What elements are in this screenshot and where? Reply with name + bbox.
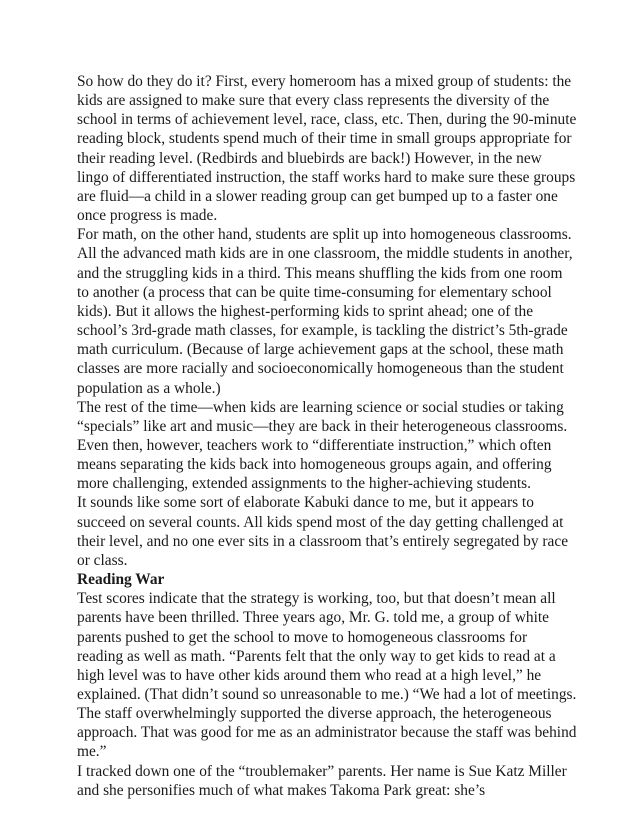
paragraph-troublemaker-parent: I tracked down one of the “troublemaker” parents. Her name is Sue Katz Miller and she personifies much of what makes Takoma Park great: she’s [77,762,567,799]
paragraph-math-grouping: For math, on the other hand, students are split up into homogeneous classrooms. All the advanced math kids are in one classroom, the middle students in another, and the struggling kids in a third. This means shuffling the kids from one room to another (a process that can be quite time-consuming for elementary school kids). But it allows the highest-performing kids to sprint ahead; one of the school’s 3rd-grade math classes, for example, is tackling the district’s 5th-grade math curriculum. (Because of large achievement gaps at the school, these math classes are more racially and socioeconomically homogeneous than the student population as a whole.) [77,226,573,397]
paragraph-test-scores: Test scores indicate that the strategy is working, too, but that doesn’t mean all parents have been thrilled. Three years ago, Mr. G. told me, a group of white parents pushed to get the school to move to homogeneous classrooms for reading as well as math. “Parents felt that the only way to get kids to read at a high level was to have other kids around them who read at a high level,” he explained. (That didn’t sound so unreasonable to me.) “We had a lot of meetings. The staff overwhelmingly supported the diverse approach, the heterogeneous approach. That was good for me as an administrator because the staff was behind me.” [77,590,577,761]
article-body [77,72,577,800]
paragraph-rest-of-time: The rest of the time—when kids are learning science or social studies or taking “specials” like art and music—they are back in their heterogeneous classrooms. Even then, however, teachers work to “differentiate instruction,” which often means separating the kids back into homogeneous groups again, and offering more challenging, extended assignments to the higher-achieving students. [77,398,568,493]
section-heading: Reading War [77,571,165,589]
paragraph-kabuki-dance: It sounds like some sort of elaborate Kabuki dance to me, but it appears to succeed on several counts. All kids spend most of the day getting challenged at their level, and no one ever sits in a classroom that’s entirely segregated by race or class. [77,494,569,569]
paragraph-homeroom-mixing: So how do they do it? First, every homeroom has a mixed group of students: the kids are assigned to make sure that every class represents the diversity of the school in terms of achievement level, race, class, etc. Then, during the 90-minute reading block, students spend much of their time in small groups appropriate for their reading level. (Redbirds and bluebirds are back!) However, in the new lingo of differentiated instruction, the staff works hard to make sure these groups are fluid—a child in a slower reading group can get bumped up to a faster one once progress is made. [77,73,577,225]
